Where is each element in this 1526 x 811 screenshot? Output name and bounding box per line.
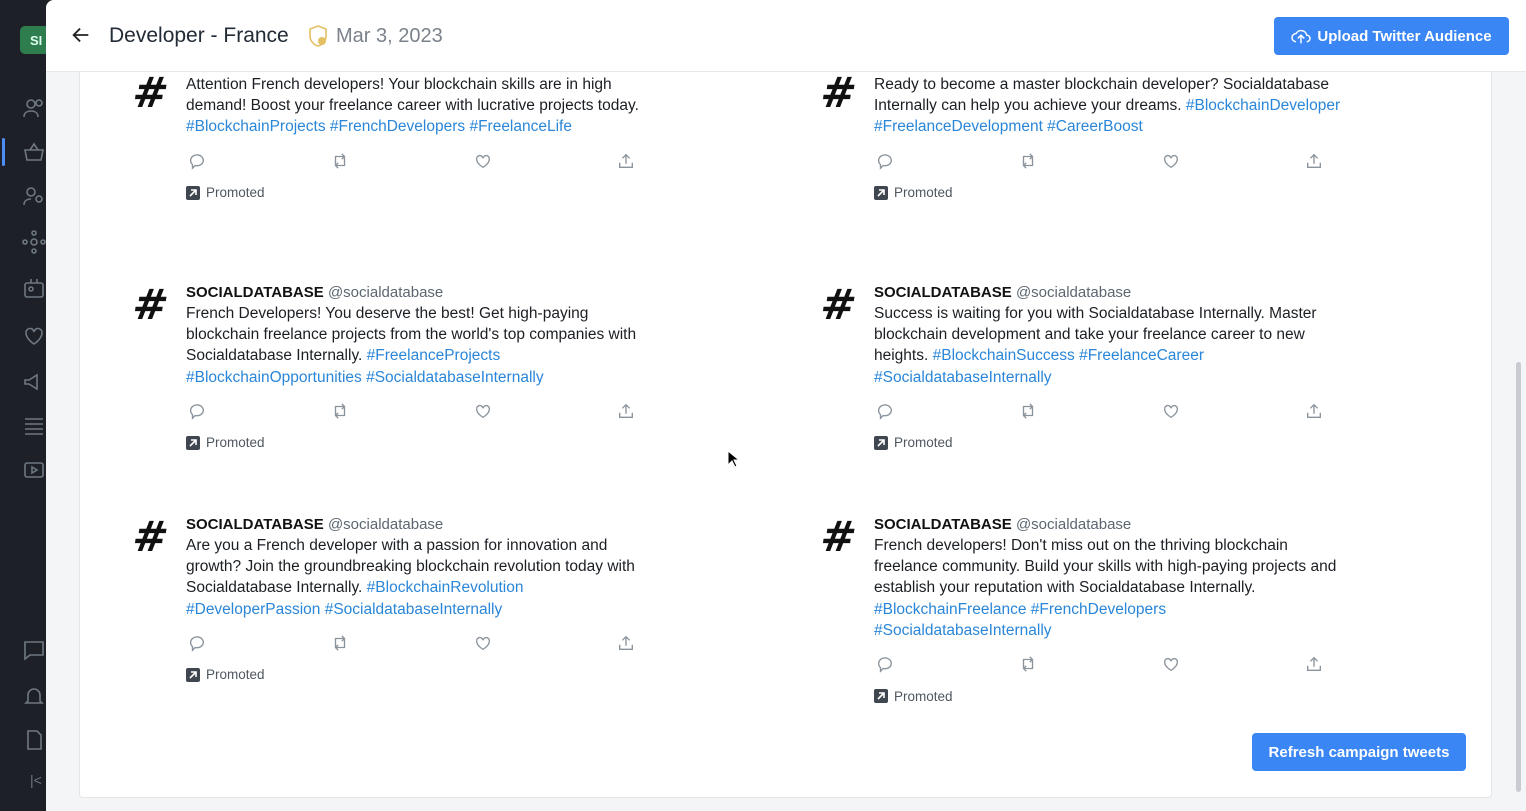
tweet-hashtags[interactable]: #FreelanceProjects #BlockchainOpportunities #SocialdatabaseInternally [186,347,544,386]
like-icon[interactable] [474,152,494,172]
reply-icon[interactable] [876,655,896,675]
cloud-upload-icon [1291,27,1311,45]
avatar: # [129,280,172,329]
refresh-campaign-tweets-button[interactable]: Refresh campaign tweets [1252,733,1466,771]
retweet-icon[interactable] [1019,152,1039,172]
arrow-left-icon [70,24,92,46]
share-icon[interactable] [617,402,637,422]
chat-icon[interactable] [22,638,46,662]
back-button[interactable] [70,24,94,48]
reply-icon[interactable] [876,402,896,422]
document-icon[interactable] [22,728,46,752]
campaign-modal [46,0,1526,811]
retweet-icon[interactable] [1019,402,1039,422]
reply-icon[interactable] [188,152,208,172]
tweet-author-name[interactable]: SOCIALDATABASE [874,516,1012,533]
tweet-text: French Developers! You deserve the best! Get high-paying blockchain freelance projects from the world's top companies with Socialdatabase Internally. #FreelanceProjects #BlockchainOpportunities #SocialdatabaseInternally [186,305,637,386]
page-title: Developer - France [109,24,289,47]
tweet-text: Attention French developers! Your blockchain skills are in high demand! Boost your freelance career with lucrative projects today. #BlockchainProjects #FrenchDevelopers #FreelanceLife [186,76,639,136]
tweet-text: French developers! Don't miss out on the thriving blockchain freelance community. Build your skills with high-paying projects and establish your reputation with Socialdatabase Internally. #BlockchainFreelance #FrenchDevelopers #SocialdatabaseInternally [874,537,1337,639]
tweet-hashtags[interactable]: #BlockchainProjects #FrenchDevelopers #FreelanceLife [186,118,572,136]
avatar: # [129,512,172,561]
shield-badge-icon [307,24,329,48]
retweet-icon[interactable] [331,634,351,654]
users-icon[interactable] [22,96,46,120]
mouse-cursor-icon [727,450,739,468]
heart-icon[interactable] [22,324,46,348]
tweet-hashtags[interactable]: #BlockchainFreelance #FrenchDevelopers #SocialdatabaseInternally [874,600,1167,639]
tweet-text: Are you a French developer with a passion for innovation and growth? Join the groundbreaking blockchain revolution today with Socialdatabase Internally. #BlockchainRevolution #DeveloperPassion #SocialdatabaseInternally [186,537,635,618]
like-icon[interactable] [1162,655,1182,675]
tweet-actions [874,152,1344,172]
tweet-actions [186,152,656,172]
tweets-panel [79,68,1492,798]
promoted-label: Promoted [186,184,656,202]
tweet-card [129,512,656,684]
tweet-card [817,68,1344,202]
tweet-actions [186,402,656,422]
promoted-label: Promoted [874,687,1344,705]
tweet-author-name[interactable]: SOCIALDATABASE [186,516,324,533]
upload-button-label: Upload Twitter Audience [1317,27,1492,45]
tweet-author-handle[interactable]: @socialdatabase [1015,284,1132,301]
promoted-icon [874,436,888,450]
bell-icon[interactable] [22,684,46,708]
like-icon[interactable] [474,402,494,422]
campaign-icon[interactable] [22,140,46,164]
tweet-text: Success is waiting for you with Socialdatabase Internally. Master blockchain development and take your freelance career to new heights. #BlockchainSuccess #FreelanceCareer #SocialdatabaseInternally [874,305,1317,386]
like-icon[interactable] [474,634,494,654]
promoted-label: Promoted [186,666,656,684]
upload-twitter-audience-button[interactable] [1274,17,1509,55]
tweet-card [817,280,1344,452]
share-icon[interactable] [617,634,637,654]
promoted-icon [186,186,200,200]
tweet-card [129,280,656,452]
promoted-label: Promoted [874,434,1344,452]
collapse-sidebar-button[interactable]: |< [30,772,42,788]
video-icon[interactable] [22,458,46,482]
tweet-hashtags[interactable]: #BlockchainRevolution #DeveloperPassion #SocialdatabaseInternally [186,579,524,618]
like-icon[interactable] [1162,402,1182,422]
tweet-hashtags[interactable]: #BlockchainSuccess #FreelanceCareer #SocialdatabaseInternally [874,347,1204,386]
tweet-actions [874,655,1344,675]
share-icon[interactable] [1305,655,1325,675]
tweet-actions [874,402,1344,422]
promoted-icon [186,668,200,682]
tweet-card [129,68,656,202]
audience-icon[interactable] [22,184,46,208]
share-icon[interactable] [617,152,637,172]
promoted-label: Promoted [874,184,1344,202]
tweet-text: Ready to become a master blockchain developer? Socialdatabase Internally can help you achieve your dreams. #BlockchainDeveloper #FreelanceDevelopment #CareerBoost [874,76,1341,136]
list-icon[interactable] [22,414,46,438]
share-icon[interactable] [1305,402,1325,422]
scrollbar[interactable] [1516,362,1521,792]
modal-header [46,0,1526,72]
promoted-icon [874,689,888,703]
promoted-icon [186,436,200,450]
tweet-actions [186,634,656,654]
app-logo[interactable]: SI [20,26,46,54]
share-icon[interactable] [1305,152,1325,172]
promoted-label: Promoted [186,434,656,452]
tweet-header [874,514,1344,535]
tweet-author-handle[interactable]: @socialdatabase [327,284,444,301]
megaphone-icon[interactable] [22,370,46,394]
promoted-icon [874,186,888,200]
campaign-date: Mar 3, 2023 [336,25,443,47]
retweet-icon[interactable] [331,152,351,172]
like-icon[interactable] [1162,152,1182,172]
network-icon[interactable] [22,230,46,254]
retweet-icon[interactable] [1019,655,1039,675]
tweet-author-handle[interactable]: @socialdatabase [327,516,444,533]
reply-icon[interactable] [188,634,208,654]
avatar: # [817,512,860,561]
reply-icon[interactable] [876,152,896,172]
reply-icon[interactable] [188,402,208,422]
tweet-author-name[interactable]: SOCIALDATABASE [186,284,324,301]
tweet-author-name[interactable]: SOCIALDATABASE [874,284,1012,301]
tweet-hashtags[interactable]: #BlockchainDeveloper #FreelanceDevelopment #CareerBoost [874,97,1341,136]
id-card-icon[interactable] [22,276,46,300]
avatar: # [817,68,860,117]
tweet-header [874,282,1344,303]
avatar: # [817,280,860,329]
tweet-author-handle[interactable]: @socialdatabase [1015,516,1132,533]
retweet-icon[interactable] [331,402,351,422]
app-sidebar [0,0,46,811]
tweet-header [186,514,656,535]
sidebar-active-indicator [2,138,5,166]
avatar: # [129,68,172,117]
tweet-card [817,512,1344,705]
tweet-header [186,282,656,303]
